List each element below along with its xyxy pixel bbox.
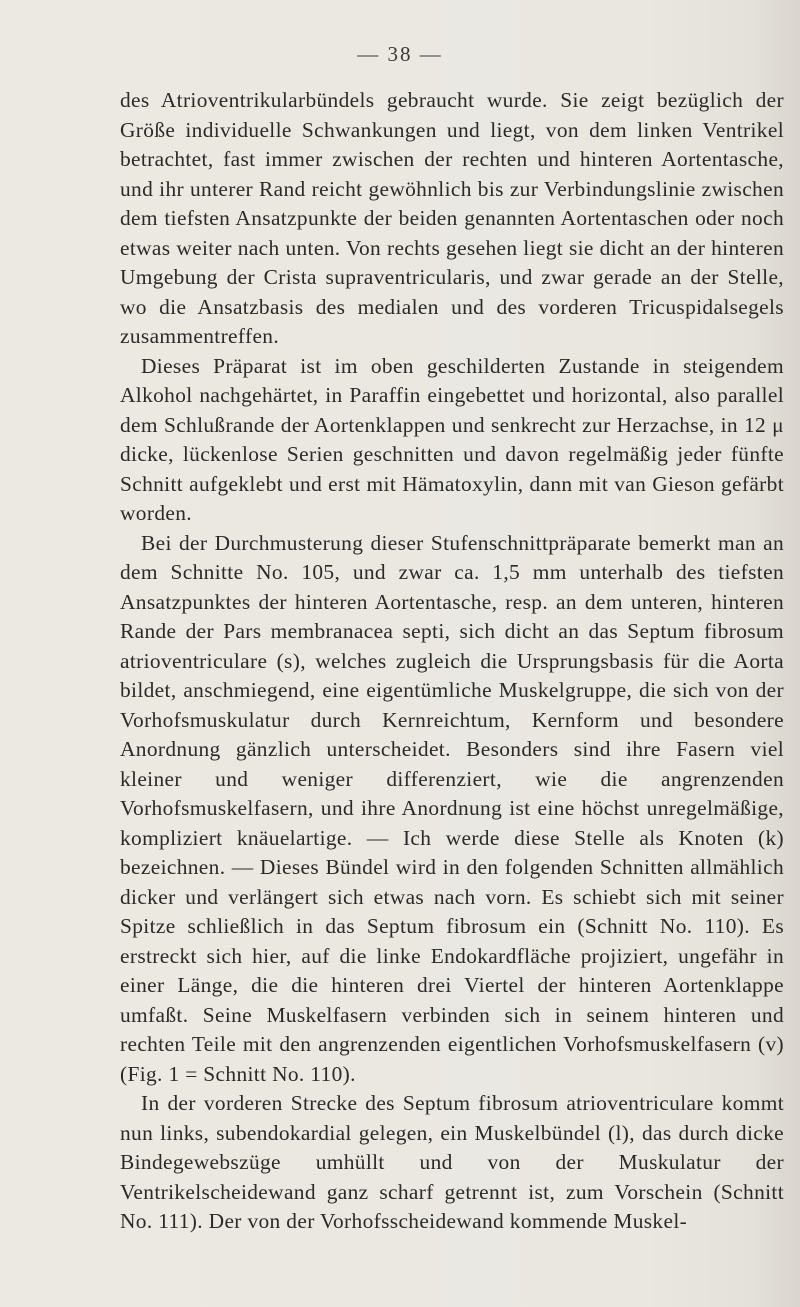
page-number: — 38 —: [357, 42, 443, 66]
body-text: [120, 86, 784, 1237]
paragraph-4: In der vorderen Strecke des Septum fibrosum atrioventriculare kommt nun links, subendokardial gelegen, ein Muskelbündel (l), das durch dicke Bindegewebszüge umhüllt und von der Muskulatur der Ventrikelscheidewand ganz scharf getrennt ist, zum Vorschein (Schnitt No. 111). Der von der Vorhofsscheidewand kommende Muskel-: [120, 1091, 784, 1233]
paragraph-1: des Atrioventrikularbündels gebraucht wurde. Sie zeigt bezüglich der Größe individuelle Schwankungen und liegt, von dem linken Ventrikel betrachtet, fast immer zwischen der rechten und hinteren Aortentasche, und ihr unterer Rand reicht gewöhnlich bis zur Verbindungslinie zwischen dem tiefsten Ansatzpunkte der beiden genannten Aortentaschen oder noch etwas weiter nach unten. Von rechts gesehen liegt sie dicht an der hinteren Umgebung der Crista supraventricularis, und zwar gerade an der Stelle, wo die Ansatzbasis des medialen und des vorderen Tricuspidalsegels zusammentreffen.: [120, 88, 784, 348]
paragraph-2: Dieses Präparat ist im oben geschilderten Zustande in steigendem Alkohol nachgehärtet, in Paraffin eingebettet und horizontal, also parallel dem Schlußrande der Aortenklappen und senkrecht zur Herzachse, in 12 μ dicke, lückenlose Serien geschnitten und davon regelmäßig jeder fünfte Schnitt aufgeklebt und erst mit Hämatoxylin, dann mit van Gieson gefärbt worden.: [120, 353, 784, 525]
paragraph-3: Bei der Durchmusterung dieser Stufenschnittpräparate bemerkt man an dem Schnitte No. 105, und zwar ca. 1,5 mm unterhalb des tiefsten Ansatzpunktes der hinteren Aortentasche, resp. an dem unteren, hinteren Rande der Pars membranacea septi, sich dicht an das Septum fibrosum atrioventriculare (s), welches zugleich die Ursprungsbasis für die Aorta bildet, anschmiegend, eine eigentümliche Muskelgruppe, die sich von der Vorhofsmuskulatur durch Kernreichtum, Kernform und besondere Anordnung gänzlich unterscheidet. Besonders sind ihre Fasern viel kleiner und weniger differenziert, wie die angrenzenden Vorhofsmuskelfasern, und ihre Anordnung ist eine höchst unregelmäßige, kompliziert knäuelartige. — Ich werde diese Stelle als Knoten (k) bezeichnen. — Dieses Bündel wird in den folgenden Schnitten allmählich dicker und verlängert sich etwas nach vorn. Es schiebt sich mit seiner Spitze schließlich in das Septum fibrosum ein (Schnitt No. 110). Es erstreckt sich hier, auf die linke Endokardfläche projiziert, ungefähr in einer Länge, die die hinteren drei Viertel der hinteren Aortenklappe umfaßt. Seine Muskelfasern verbinden sich in seinem hinteren und rechten Teile mit den angrenzenden eigentlichen Vorhofsmuskelfasern (v) (Fig. 1 = Schnitt No. 110).: [120, 530, 784, 1086]
